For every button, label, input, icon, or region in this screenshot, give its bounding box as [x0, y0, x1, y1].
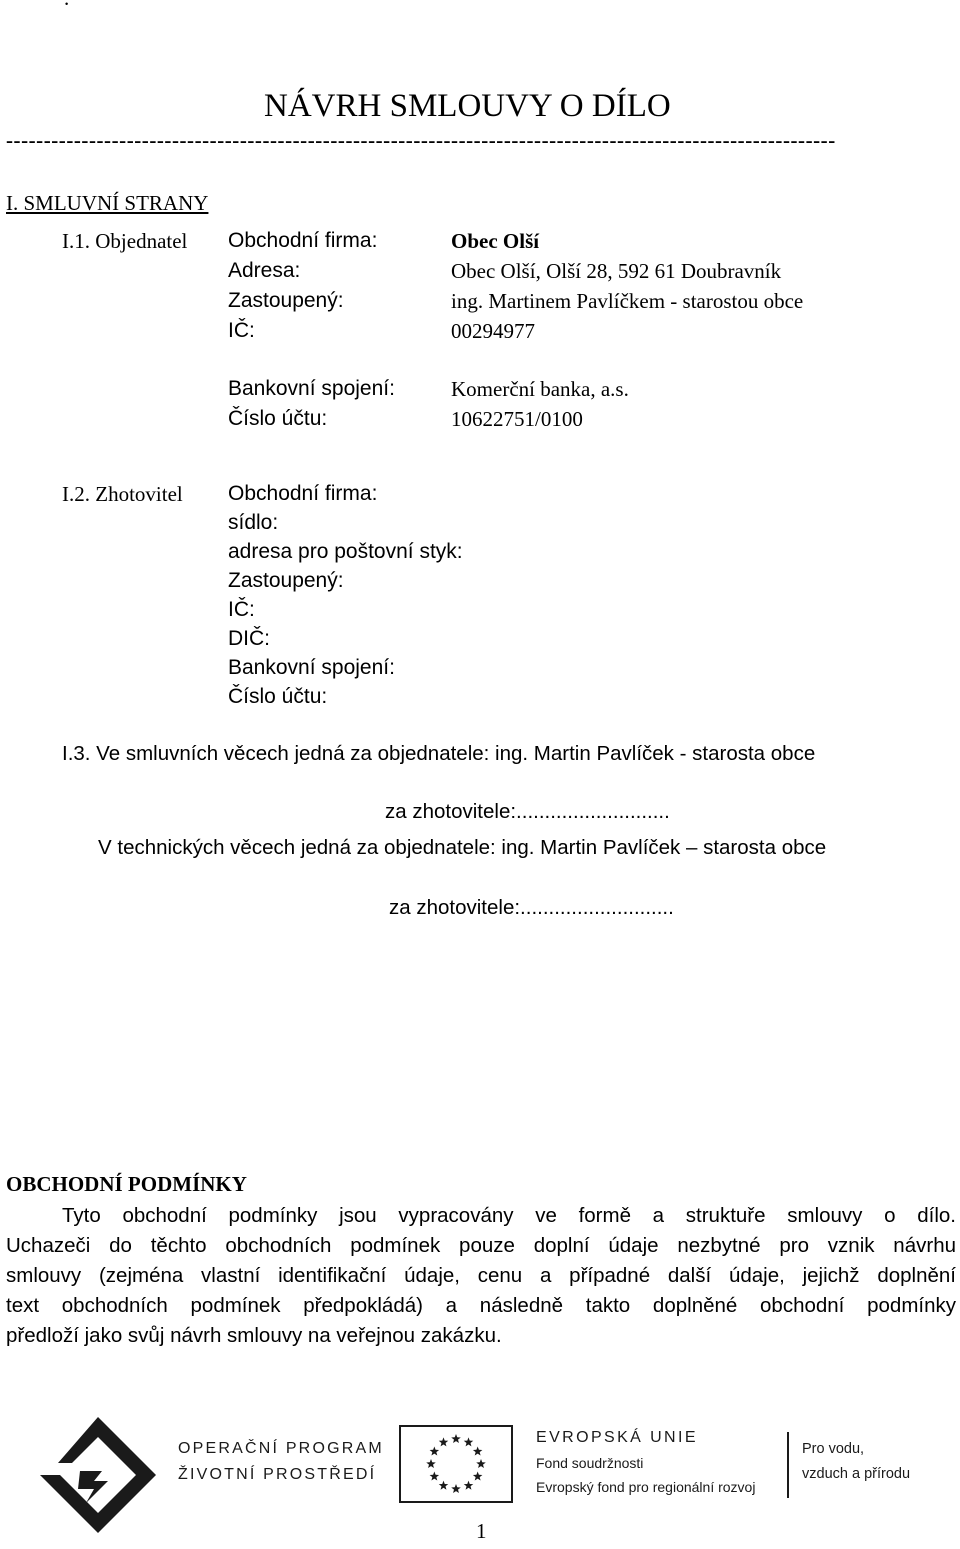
objednatel-value-zastoupeny: ing. Martinem Pavlíčkem - starostou obce: [451, 289, 804, 313]
zhotovitel-label-ic: IČ:: [228, 598, 255, 621]
conditions-line-5: předloží jako svůj návrh smlouvy na veřejnou zakázku.: [6, 1324, 502, 1347]
page-title: NÁVRH SMLOUVY O DÍLO: [264, 88, 671, 124]
top-mark: [64, 0, 69, 11]
contacts-smluvni-zhotovitel: za zhotovitele:...........................: [385, 800, 670, 823]
zhotovitel-label-dic: DIČ:: [228, 627, 270, 650]
zhotovitel-label-adresa: adresa pro poštovní styk:: [228, 540, 463, 563]
separator-line: --------------------------------------------------------------------------------------------------------------: [6, 128, 836, 152]
objednatel-value-firma: Obec Olší: [451, 229, 540, 253]
objednatel-value-ucet: 10622751/0100: [451, 407, 583, 431]
conditions-line-3: smlouvy (zejména vlastní identifikační údaje, cenu a případné další údaje, jejichž doplnění: [6, 1264, 956, 1287]
conditions-paragraph: [6, 1201, 956, 1351]
conditions-heading: OBCHODNÍ PODMÍNKY: [6, 1172, 247, 1196]
zhotovitel-label-firma: Obchodní firma:: [228, 482, 378, 505]
zhotovitel-label-ucet: Číslo účtu:: [228, 685, 328, 708]
zhotovitel-label-banka: Bankovní spojení:: [228, 656, 395, 679]
contacts-technicke-zhotovitel: za zhotovitele:...........................: [389, 896, 674, 919]
slogan-line-1: Pro vodu,: [802, 1441, 865, 1457]
objednatel-label-zastoupeny: Zastoupený:: [228, 289, 344, 312]
objednatel-value-adresa: Obec Olší, Olší 28, 592 61 Doubravník: [451, 259, 782, 283]
op-zp-logo-icon: [38, 1415, 158, 1537]
op-zp-line-2: ŽIVOTNÍ PROSTŘEDÍ: [178, 1466, 377, 1483]
objednatel-label-firma: Obchodní firma:: [228, 229, 378, 252]
op-zp-line-1: OPERAČNÍ PROGRAM: [178, 1440, 384, 1457]
objednatel-label-ucet: Číslo účtu:: [228, 407, 328, 430]
footer-divider: [787, 1432, 789, 1498]
eu-fund-1: Fond soudržnosti: [536, 1455, 644, 1471]
zhotovitel-label-sidlo: sídlo:: [228, 511, 279, 534]
objednatel-label-ic: IČ:: [228, 319, 255, 342]
page-number: 1: [476, 1519, 487, 1543]
objednatel-number-label: I.1. Objednatel: [62, 229, 188, 253]
contacts-technicke-line: V technických věcech jedná za objednatele: ing. Martin Pavlíček – starosta obce: [98, 836, 827, 859]
conditions-line-2: Uchazeči do těchto obchodních podmínek pouze doplní údaje nezbytné pro vznik návrhu: [6, 1234, 956, 1257]
eu-flag-icon: [399, 1425, 513, 1503]
conditions-line-1: Tyto obchodní podmínky jsou vypracovány ve formě a struktuře smlouvy o dílo.: [62, 1204, 956, 1227]
eu-title: EVROPSKÁ UNIE: [536, 1429, 698, 1446]
objednatel-value-banka: Komerční banka, a.s.: [451, 377, 629, 401]
conditions-line-4: text obchodních podmínek předpokládá) a následně takto doplněné obchodní podmínky: [6, 1294, 956, 1317]
objednatel-label-banka: Bankovní spojení:: [228, 377, 395, 400]
objednatel-label-adresa: Adresa:: [228, 259, 301, 282]
section-heading: I. SMLUVNÍ STRANY: [6, 191, 209, 215]
slogan-line-2: vzduch a přírodu: [802, 1466, 911, 1482]
zhotovitel-number-label: I.2. Zhotovitel: [62, 482, 183, 506]
zhotovitel-label-zastoupeny: Zastoupený:: [228, 569, 344, 592]
eu-fund-2: Evropský fond pro regionální rozvoj: [536, 1479, 756, 1495]
contacts-smluvni-line: I.3. Ve smluvních věcech jedná za objednatele: ing. Martin Pavlíček - starosta obce: [62, 742, 816, 765]
objednatel-value-ic: 00294977: [451, 319, 535, 343]
